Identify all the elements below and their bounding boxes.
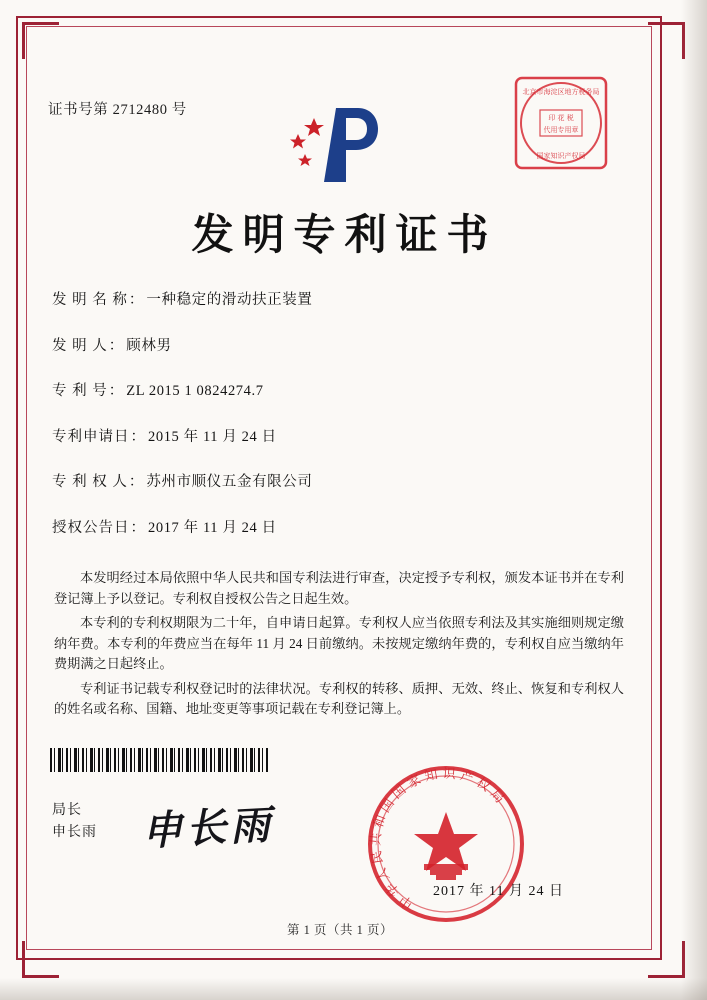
field-row (52, 334, 622, 355)
page-title: 发明专利证书 (191, 210, 498, 259)
field-value-grant-date: 2017 年 11 月 24 日 (148, 519, 277, 536)
signature-title-label: 局长 (52, 803, 82, 818)
field-colon: ： (130, 428, 145, 445)
field-label: 授权公告日 (52, 519, 130, 536)
corner-ornament-bottom-right (648, 941, 685, 978)
field-row (52, 288, 622, 309)
field-colon: ： (128, 292, 144, 308)
field-value-patentee: 苏州市顺仪五金有限公司 (146, 474, 313, 490)
field-value-patent-number: ZL 2015 1 0824274.7 (126, 383, 264, 399)
patent-office-emblem-icon (274, 100, 404, 190)
corner-ornament-bottom-left (22, 941, 59, 978)
corner-ornament-top-left (22, 22, 59, 59)
page-footer: 第 1 页（共 1 页） (286, 923, 393, 937)
handwritten-signature: 申长雨 (140, 801, 276, 855)
issue-date: 2017 年 11 月 24 日 (433, 884, 564, 899)
field-label: 发 明 人 (52, 337, 108, 354)
field-label: 专 利 权 人 (52, 474, 128, 490)
patent-fields-list (52, 288, 622, 561)
top-right-seal-icon (510, 72, 612, 174)
field-row (52, 516, 622, 537)
field-colon: ： (128, 474, 144, 490)
paper-edge-shadow-right (681, 0, 707, 1000)
corner-ornament-top-right (648, 22, 685, 59)
field-value-invention-name: 一种稳定的滑动扶正装置 (146, 292, 313, 308)
field-row (52, 470, 622, 491)
svg-text:北京市海淀区地方税务局: 北京市海淀区地方税务局 (522, 88, 600, 96)
svg-text:代用专用章: 代用专用章 (543, 126, 579, 134)
field-colon: ： (130, 519, 145, 536)
svg-text:国家知识产权局: 国家知识产权局 (536, 152, 586, 160)
field-label: 专利申请日 (52, 428, 130, 445)
certificate-body-text (54, 568, 624, 724)
svg-text:印 花 税: 印 花 税 (548, 114, 574, 122)
certificate-content (44, 60, 636, 937)
field-label: 专 利 号 (52, 383, 108, 399)
signature-name-label: 申长雨 (52, 825, 97, 840)
body-paragraph: 本专利的专利权期限为二十年，自申请日起算。专利权人应当依照专利法及其实施细则规定缴纳年费。本专利的年费应当在每年 11 月 24 日前缴纳。未按规定缴纳年费的，专利权自应当缴纳年费期满之日起终止。 (54, 615, 624, 671)
certificate-number: 证书号第 2712480 号 (48, 102, 187, 118)
field-label: 发 明 名 称 (52, 292, 128, 308)
field-colon: ： (108, 383, 124, 399)
field-value-inventor: 顾林男 (126, 337, 172, 354)
field-row (52, 379, 622, 400)
field-value-application-date: 2015 年 11 月 24 日 (148, 428, 277, 445)
field-colon: ： (108, 337, 124, 354)
body-paragraph: 本发明经过本局依照中华人民共和国专利法进行审查，决定授予专利权，颁发本证书并在专利登记簿上予以登记。专利权自授权公告之日起生效。 (54, 570, 624, 606)
barcode (50, 748, 268, 772)
body-paragraph: 专利证书记载专利权登记时的法律状况。专利权的转移、质押、无效、终止、恢复和专利权人的姓名或名称、国籍、地址变更等事项记载在专利登记簿上。 (54, 680, 624, 716)
signature-labels (52, 800, 97, 844)
field-row (52, 425, 622, 446)
svg-text:中华人民共和国国家知识产权局: 中华人民共和国国家知识产权局 (368, 766, 510, 912)
paper-edge-shadow-bottom (0, 978, 707, 1000)
national-seal-icon (362, 760, 530, 928)
